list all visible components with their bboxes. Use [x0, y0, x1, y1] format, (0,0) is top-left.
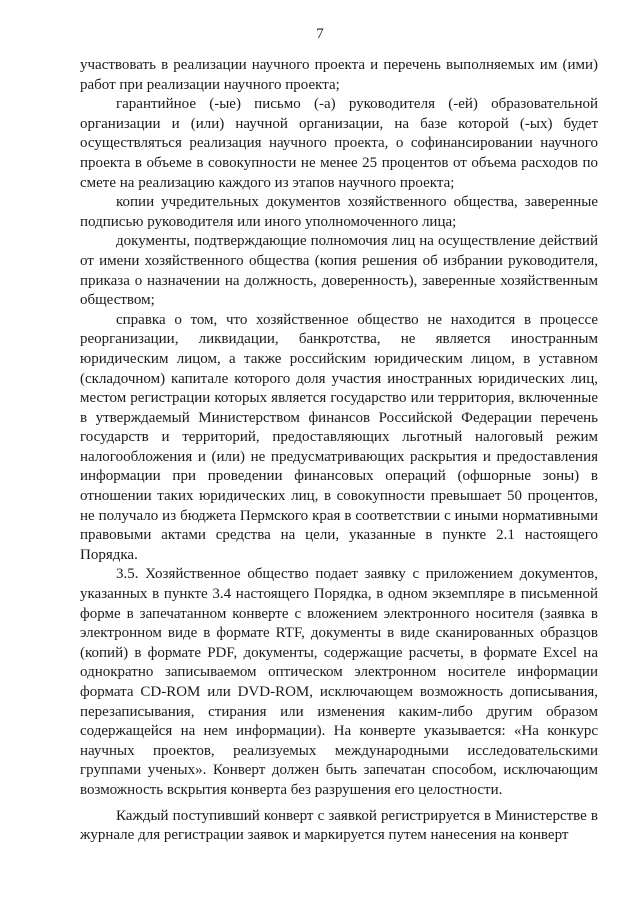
- paragraph-guarantee-letter: гарантийное (-ые) письмо (-а) руководителя (-ей) образовательной организации и (или) научной организации, на базе которой (-ых) будет осуществляться реализация научного проекта, о софинансировании научного проекта в объеме в совокупности не менее 25 процентов от объема расходов по смете на реализацию каждого из этапов научного проекта;: [80, 96, 598, 191]
- document-body: [80, 56, 598, 846]
- paragraph-charter-copies: копии учредительных документов хозяйственного общества, заверенные подписью руководителя или иного уполномоченного лица;: [80, 194, 598, 230]
- paragraph-participants-continuation: участвовать в реализации научного проекта и перечень выполняемых им (ими) работ при реализации научного проекта;: [80, 57, 598, 93]
- paragraph-status-certificate: справка о том, что хозяйственное общество не находится в процессе реорганизации, ликвидации, банкротства, не является иностранным юридическим лицом, а также российским юридическим лицом, в уставном (складочном) капитале которого доля участия иностранных юридических лиц, местом регистрации которых является государство или территория, включенные в утверждаемый Министерством финансов Российской Федерации перечень государств и территорий, предоставляющих льготный налоговый режим налогообложения и (или) не предусматривающих раскрытия и предоставления информации при проведении финансовых операций (офшорные зоны) в отношении таких юридических лиц, в совокупности превышает 50 процентов, не получало из бюджета Пермского края в соответствии с иными нормативными правовыми актами средства на цели, указанные в пункте 2.1 настоящего Порядка.: [80, 311, 598, 563]
- page-number: 7: [316, 26, 324, 42]
- paragraph-section-3-5: 3.5. Хозяйственное общество подает заявку с приложением документов, указанных в пункте 3.4 настоящего Порядка, в одном экземпляре в письменной форме в запечатанном конверте с вложением электронного носителя (заявка в электронном виде в формате RTF, документы в виде сканированных образцов (копий) в формате PDF, документы, содержащие расчеты, в формате Excel на однократно записываемом оптическом электронном носителе информации формата CD-ROM или DVD-ROM, исключающем возможность дописывания, перезаписывания, стирания или изменения каким-либо другим образом содержащейся на нем информации). На конверте указывается: «На конкурс научных проектов, реализуемых международными исследовательскими группами ученых». Конверт должен быть запечатан способом, исключающим возможность вскрытия конверта без разрушения его целостности.: [80, 566, 598, 798]
- paragraph-envelope-registration: Каждый поступивший конверт с заявкой регистрируется в Министерстве в журнале для регистрации заявок и маркируется путем нанесения на конверт: [80, 807, 598, 844]
- paragraph-authority-documents: документы, подтверждающие полномочия лиц на осуществление действий от имени хозяйственного общества (копия решения об избрании руководителя, приказа о назначении на должность, доверенность), заверенные хозяйственным обществом;: [80, 233, 598, 309]
